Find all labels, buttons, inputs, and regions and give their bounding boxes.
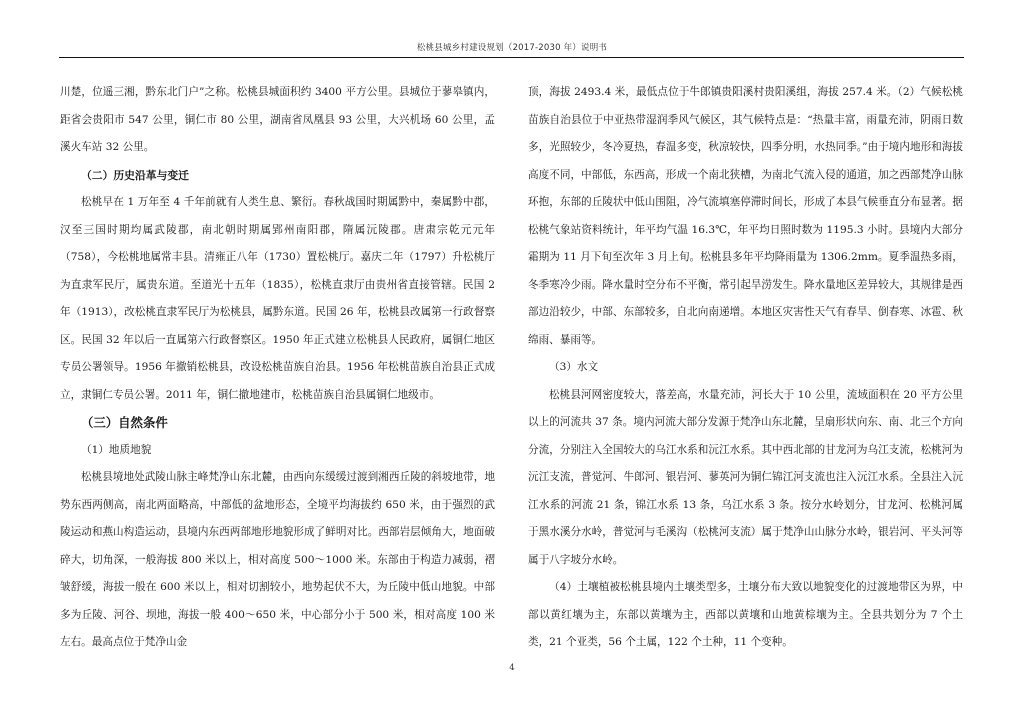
subheading-geology: （1）地质地貌 — [81, 443, 152, 456]
page-number: 4 — [509, 663, 515, 673]
body-paragraph: 顶，海拔 2493.4 米，最低点位于牛郎镇贵阳溪村贵阳溪组，海拔 257.4 米。（2）气候松桃苗族自治县位于中亚热带湿润季风气候区，其气候特点是：“热量丰富，雨量充沛，阴雨日数多，光照较少，冬冷夏热，春温多变，秋凉较快，四季分明，水热同季。”由于境内地形和海拔高度不同，中部低，东西高，形成一个南北狭槽，为南北气流入侵的通道，加之西部梵净山脉环抱，东部的丘陵状中低山围阻，冷气流填塞停滞时间长，形成了本县气候垂直分布显著。据松桃气象站资料统计，年平均气温 16.3℃，年平均日照时数为 1195.3 小时。县境内大部分霜期为 11 月下旬至次年 3 月上旬。松桃县多年平均降雨量为 1306.2mm。夏季温热多雨，冬季寒冷少雨。降水量时空分布不平衡，常引起旱涝发生。降水量地区差异较大，其规律是西部边沿较少，中部、东部较多，自北向南递增。本地区灾害性天气有春旱、倒春寒、冰雹、秋绵雨、暴雨等。 — [528, 86, 963, 346]
header-rule — [59, 57, 964, 58]
left-column — [60, 79, 495, 657]
body-paragraph: 川楚，位遥三湘，黔东北门户”之称。松桃县城面积约 3400 平方公里。县城位于蓼皋镇内，距省会贵阳市 547 公里，铜仁市 80 公里，湖南省凤凰县 93 公里，大兴机场 60 公里，孟溪火车站 32 公里。 — [60, 86, 495, 153]
body-paragraph: 松桃县河网密度较大，落差高，水量充沛，河长大于 10 公里，流域面积在 20 平方公里以上的河流共 37 条。境内河流大部分发源于梵净山东北麓，呈扇形状向东、南、北三个方向分流，分别注入全国较大的乌江水系和沅江水系。其中西北部的甘龙河为乌江支流，松桃河为沅江支流，普觉河、牛郎河、银岩河、蓼英河为铜仁锦江河支流也注入沅江水系。全县注入沅江水系的河流 21 条，锦江水系 13 条，乌江水系 3 条。按分水岭划分，甘龙河、松桃河属于黑水溪分水岭，普觉河与毛溪沟（松桃河支流）属于梵净山山脉分水岭，银岩河、平头河等属于八字坡分水岭。 — [528, 388, 963, 566]
section-heading-natural-conditions: （三）自然条件 — [81, 415, 168, 430]
body-paragraph: 松桃县境地处武陵山脉主峰梵净山东北麓，由西向东缓缓过渡到湘西丘陵的斜坡地带，地势东西两侧高，南北两面略高，中部低的盆地形态，全境平均海拔约 650 米，由于强烈的武陵运动和燕山构造运动，县境内东西两部地形地貌形成了鲜明对比。西部岩层倾角大，地面破碎大，切角深，一般海拔 800 米以上，相对高度 500～1000 米。东部由于构造力减弱，褶皱舒缓，海拔一般在 600 米以上，相对切割较小，地势起伏不大，为丘陵中低山地貌。中部多为丘陵、河谷、坝地，海拔一般 400～650 米，中心部分小于 500 米，相对高度 100 米左右。最高点位于梵净山金 — [60, 471, 495, 648]
body-paragraph: （4）土壤植被松桃县境内土壤类型多，土壤分布大致以地貌变化的过渡地带区为界，中部以黄红壤为主，东部以黄壤为主，西部以黄壤和山地黄棕壤为主。全县共划分为 7 个土类，21 个亚类，56 个土属，122 个土种，11 个变种。 — [528, 581, 963, 648]
right-column — [528, 79, 963, 657]
section-heading-history: （二）历史沿革与变迁 — [81, 168, 189, 182]
running-header: 松桃县城乡村建设规划（2017-2030 年）说明书 — [416, 43, 608, 53]
body-paragraph: 松桃早在 1 万年至 4 千年前就有人类生息、繁衍。春秋战国时期属黔中，秦属黔中郡，汉至三国时期均属武陵郡，南北朝时期属郢州南阳郡，隋属沅陵郡。唐肃宗乾元元年（758），今松桃地属常丰县。清雍正八年（1730）置松桃厅。嘉庆二年（1797）升松桃厅为直隶军民厅，属贵东道。至道光十五年（1835），松桃直隶厅由贵州省直接管辖。民国 2 年（1913），改松桃直隶军民厅为松桃县，属黔东道。民国 26 年，松桃县改属第一行政督察区。民国 32 年以后一直属第六行政督察区。1950 年正式建立松桃县人民政府，属铜仁地区专员公署领导。1956 年撤销松桃县，改设松桃苗族自治县。1956 年松桃苗族自治县正式成立，隶铜仁专员公署。2011 年，铜仁撤地建市，松桃苗族自治县属铜仁地级市。 — [60, 196, 495, 401]
subheading-hydrology: （3）水文 — [549, 361, 599, 373]
